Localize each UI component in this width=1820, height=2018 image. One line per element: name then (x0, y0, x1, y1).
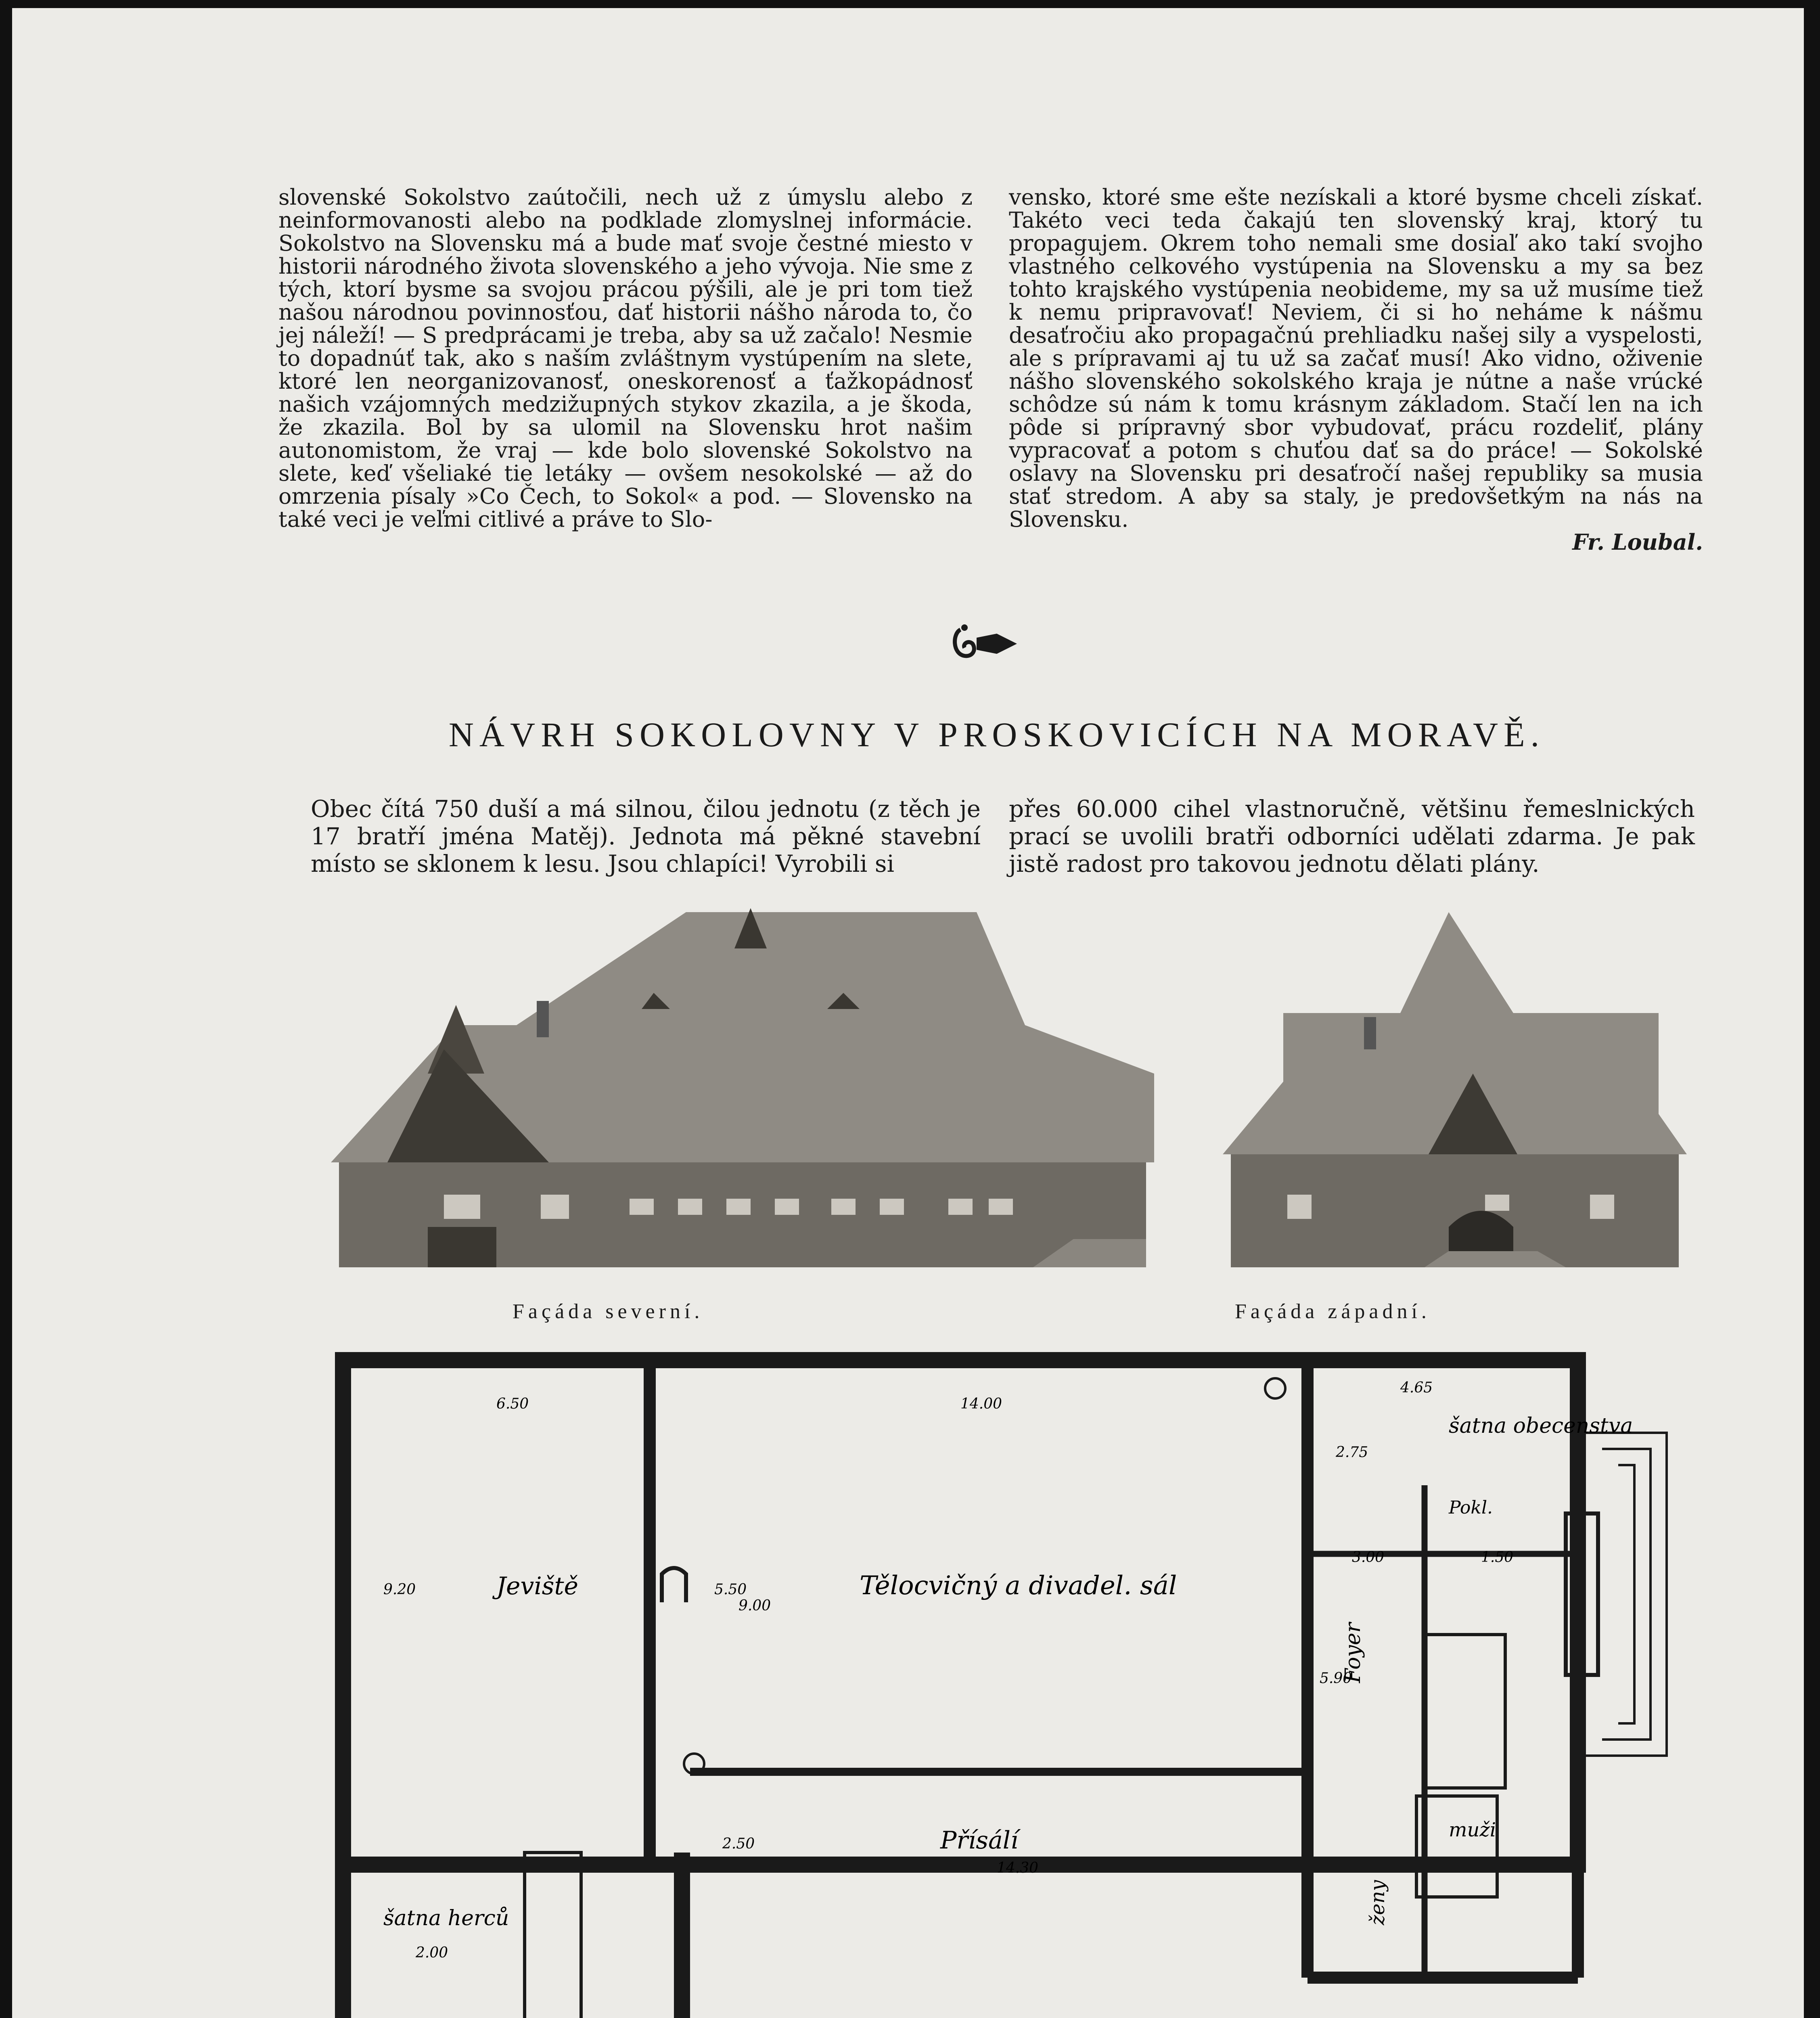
dim-590: 5.90 (1320, 1670, 1352, 1687)
dim-465: 4.65 (1400, 1380, 1433, 1396)
article-top-right-text: vensko, ktoré sme ešte nezískali a ktoré bysme chceli získať. Takéto veci teda čakajú ten slovenský kraj, ktorý tu propagujem. Okrem toho nemali sme dosiaľ ako takí svojho vlastného celkového vystúpenia na Slovensku a my sa bez tohto krajského vystúpenia neobideme, my sa už musíme tiež k nemu pripravovať! Neviem, či si ho neháme k nášmu desaťročiu ako propagačnú prehliadku našej sily a vyspelosti, ale s prípravami aj tu už sa začať musí! Ako vidno, oživenie nášho slovenského sokolského kraja je nútne a naše vrúcké schôdze sú nám k tomu krásnym základom. Stačí len na ich pôde si prípravný sbor vybudovať, prácu rozdeliť, plány vypracovať a potom s chuťou dať sa do práce! — Sokolské oslavy na Slovensku pri desaťročí našej republiky sa musia stať stredom. A aby sa staly, je predovšetkým na nás na Slovensku. (1009, 184, 1703, 532)
article-top-left-column (278, 186, 973, 531)
ground-floor-plan (335, 1352, 1707, 2018)
dim-1400: 14.00 (960, 1396, 1002, 1412)
dim-150: 1.50 (1481, 1549, 1514, 1566)
plan-label-porch: Přísálí (940, 1826, 1019, 1855)
article-mid-right-text: přes 60.000 cihel vlastnoručně, většinu řemeslnických prací se uvolili bratři odborníci udělati zdarma. Je pak jistě radost pro takovou jednotu dělati plány. (1009, 795, 1695, 877)
dim-250: 2.50 (722, 1836, 755, 1852)
page (12, 8, 1804, 2018)
article-mid-right-column (1009, 795, 1695, 877)
north-facade-drawing (323, 904, 1162, 1275)
plan-label-women: ženy (1366, 1880, 1389, 1925)
article-mid-left-column (311, 795, 981, 877)
signature: Fr. Loubal. (1572, 529, 1703, 555)
ornament-icon (948, 622, 1021, 666)
dim-300: 3.00 (1352, 1549, 1385, 1566)
west-facade-drawing (1223, 912, 1687, 1275)
west-facade-caption: Façáda západní. (1235, 1300, 1431, 1323)
north-facade-caption: Façáda severní. (513, 1300, 704, 1323)
dim-900: 9.00 (738, 1597, 771, 1614)
plan-label-cash: Pokl. (1449, 1497, 1493, 1518)
plan-label-cloak-actors: šatna herců (383, 1906, 509, 1930)
plan-label-men: muži (1449, 1819, 1496, 1841)
article-top-right-column (1009, 186, 1703, 554)
dim-650: 6.50 (496, 1396, 529, 1412)
article-top-left-text: slovenské Sokolstvo zaútočili, nech už z úmyslu alebo z neinformovanosti alebo na podklade zlomyslnej informácie. Sokolstvo na Slovensku má a bude mať svoje čestné miesto v historii národného života slovenského a jeho vývoja. Nie sme z tých, ktorí bysme sa svojou prácou pýšili, ale je pri tom tiež našou národnou povinnosťou, dať historii nášho národa to, čo jej náleží! — S predprácami je treba, aby sa už začalo! Nesmie to dopadnúť tak, ako s naším zvláštnym vystúpením na slete, ktoré len neorganizovanosť, oneskorenosť a ťažkopádnosť našich vzájomných medzižupných stykov zkazila, a je škoda, že zkazila. Bol by sa ulomil na Slovensku hrot našim autonomistom, že vraj — kde bolo slovenské Sokolstvo na slete, keď všeliaké tie letáky — ovšem nesokolské — až do omrzenia písaly »Co Čech, to Sokol« a pod. — Slovensko na také veci je veľmi citlivé a práve to Slo- (278, 184, 973, 532)
plan-label-foyer: Foyer (1341, 1622, 1365, 1683)
dim-1430: 14.30 (997, 1860, 1039, 1876)
dim-200: 2.00 (416, 1945, 448, 1961)
article-title: NÁVRH SOKOLOVNY V PROSKOVICÍCH NA MORAVĚ. (448, 715, 1545, 754)
plan-label-stage: Jeviště (496, 1572, 579, 1600)
dim-550: 5.50 (714, 1581, 747, 1598)
dim-920: 9.20 (383, 1581, 416, 1598)
plan-label-hall: Tělocvičný a divadel. sál (860, 1571, 1177, 1601)
dim-275: 2.75 (1336, 1444, 1368, 1461)
article-mid-left-text: Obec čítá 750 duší a má silnou, čilou jednotu (z těch je 17 bratří jména Matěj). Jednota má pěkné stavební místo se sklonem k lesu. Jsou chlapíci! Vyrobili si (311, 795, 981, 877)
plan-label-cloak-public: šatna obecenstva (1449, 1414, 1633, 1438)
